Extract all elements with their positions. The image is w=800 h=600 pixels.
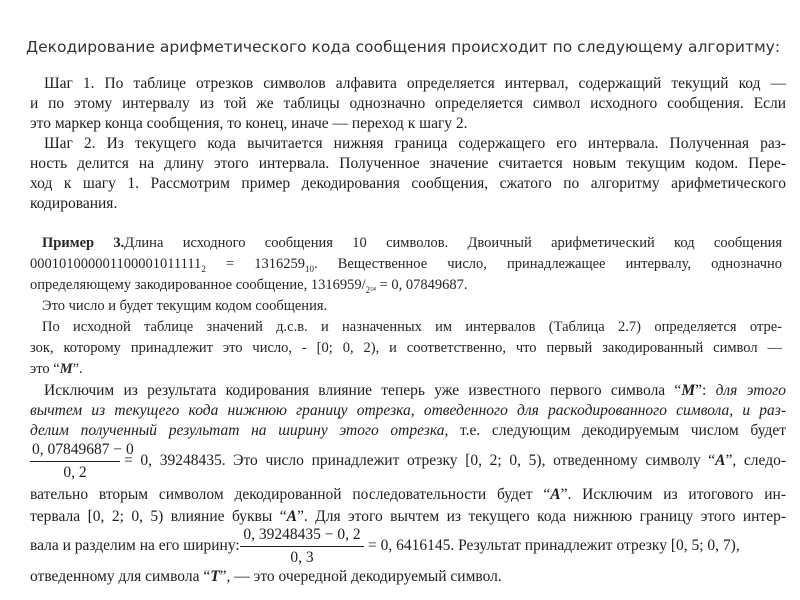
decimal-value: = 1316259 <box>205 256 305 272</box>
example-line-7 <box>30 360 83 378</box>
explanation-line-1-italic: для этого <box>715 382 787 399</box>
algorithm-line-7: кодирования. <box>30 195 118 212</box>
example-line-2-text: . Вещественное число, принадлежащее интервалу, однозначно <box>313 256 782 272</box>
page-heading: Декодирование арифметического кода сообщения происходит по следующему алгоритму: <box>26 38 781 56</box>
explanation-line-2: вычтем из текущего кода нижнюю границу отрезка, отведенного для раскодированного символа, и раз- <box>30 402 786 419</box>
algorithm-line-1: Шаг 1. По таблице отрезков символов алфавита определяется интервал, содержащий текущий код — <box>44 75 786 92</box>
explanation-line-6-end: ”. Для этого вычтем из текущего кода нижнюю границу этого интер- <box>296 508 786 525</box>
explanation-line-4 <box>124 451 786 471</box>
explanation-line-4-end: ”, следо- <box>725 452 786 469</box>
explanation-line-8-end: ”, — это очередной декодируемый символ. <box>219 568 502 585</box>
example-line-4: Это число и будет текущим кодом сообщения. <box>42 298 328 314</box>
example-label: Пример 3. <box>42 235 125 251</box>
explanation-line-8-text: отведенному для символа “ <box>30 568 211 585</box>
explanation-line-7-end: = 0, 6416145. Результат принадлежит отрезку [0, 5; 0, 7), <box>368 537 740 554</box>
symbol-m-2: M <box>681 382 696 399</box>
symbol-a-1: A <box>715 452 726 469</box>
symbol-a-3: A <box>286 508 297 525</box>
fraction-1-denominator: 0, 2 <box>63 463 87 481</box>
explanation-line-3 <box>30 421 786 441</box>
explanation-line-5-end: ”. Исключим из итогового ин- <box>560 486 786 503</box>
example-line-1 <box>42 234 782 252</box>
explanation-line-7-start: вала и разделим на его ширину: <box>30 537 240 554</box>
binary-code: 000101000001100001011111 <box>30 256 202 272</box>
fraction-1 <box>30 440 134 482</box>
explanation-line-6-text: тервала [0, 2; 0, 5) влияние буквы “ <box>30 508 287 525</box>
binary-base: 2 <box>201 263 206 274</box>
explanation-line-1 <box>44 381 786 401</box>
symbol-t: T <box>210 568 220 585</box>
algorithm-line-2: и по этому интервалу из той же таблицы однозначно определяется символ исходного сообщения. Если <box>30 95 786 112</box>
symbol-a-2: A <box>550 486 561 503</box>
example-line-1-text: Длина исходного сообщения 10 символов. Двоичный арифметический код сообщения <box>124 235 783 251</box>
example-line-7-text: это “ <box>30 361 60 377</box>
decimal-base: 10 <box>304 263 314 274</box>
example-line-2 <box>30 255 782 273</box>
fraction-2-denominator: 0, 3 <box>290 548 314 566</box>
explanation-line-6 <box>30 507 786 527</box>
example-line-5: По исходной таблице значений д.с.в. и назначенных им интервалов (Таблица 2.7) определяется отре- <box>42 319 782 335</box>
explanation-line-5-text: вательно вторым символом декодированной последовательности будет “ <box>30 486 551 503</box>
algorithm-line-6: ход к шагу 1. Рассмотрим пример декодирования сообщения, сжатого по алгоритму арифметического <box>30 175 786 192</box>
example-line-6: зок, которому принадлежит это число, - [0; 0, 2), и соответственно, что первый закодированный символ — <box>30 340 782 356</box>
explanation-line-3-end: т.е. следующим декодируемым числом будет <box>448 422 787 439</box>
explanation-line-1-mid: ”: <box>695 382 716 399</box>
algorithm-line-4: Шаг 2. Из текущего кода вычитается нижняя граница содержащего его интервала. Полученная раз- <box>44 135 786 152</box>
explanation-line-3-italic: делим полученный результат на ширину этого отрезка, <box>30 422 449 439</box>
example-line-7-end: ”. <box>72 361 83 377</box>
fraction-2 <box>240 525 364 567</box>
power-of-two: 2²⁴ <box>365 284 376 295</box>
explanation-line-5 <box>30 485 786 505</box>
explanation-line-4-text: = 0, 39248435. Это число принадлежит отрезку [0, 2; 0, 5), отведенному символу “ <box>124 452 716 469</box>
example-line-3-text: определяющему закодированное сообщение, 1316959/ <box>30 277 366 293</box>
algorithm-line-5: ность делится на длину этого интервала. Полученное значение считается новым текущим кодом. Пере- <box>30 155 786 172</box>
fraction-2-numerator: 0, 39248435 − 0, 2 <box>240 525 364 547</box>
algorithm-line-3: это маркер конца сообщения, то конец, иначе — переход к шагу 2. <box>30 115 468 132</box>
example-line-3-end: = 0, 07849687. <box>376 277 468 293</box>
explanation-line-8 <box>30 567 502 587</box>
explanation-line-1-text: Исключим из результата кодирования влияние теперь уже известного первого символа “ <box>44 382 682 399</box>
example-line-3 <box>30 276 468 294</box>
symbol-m: M <box>59 361 73 377</box>
fraction-1-numerator: 0, 07849687 − 0 <box>30 440 120 462</box>
